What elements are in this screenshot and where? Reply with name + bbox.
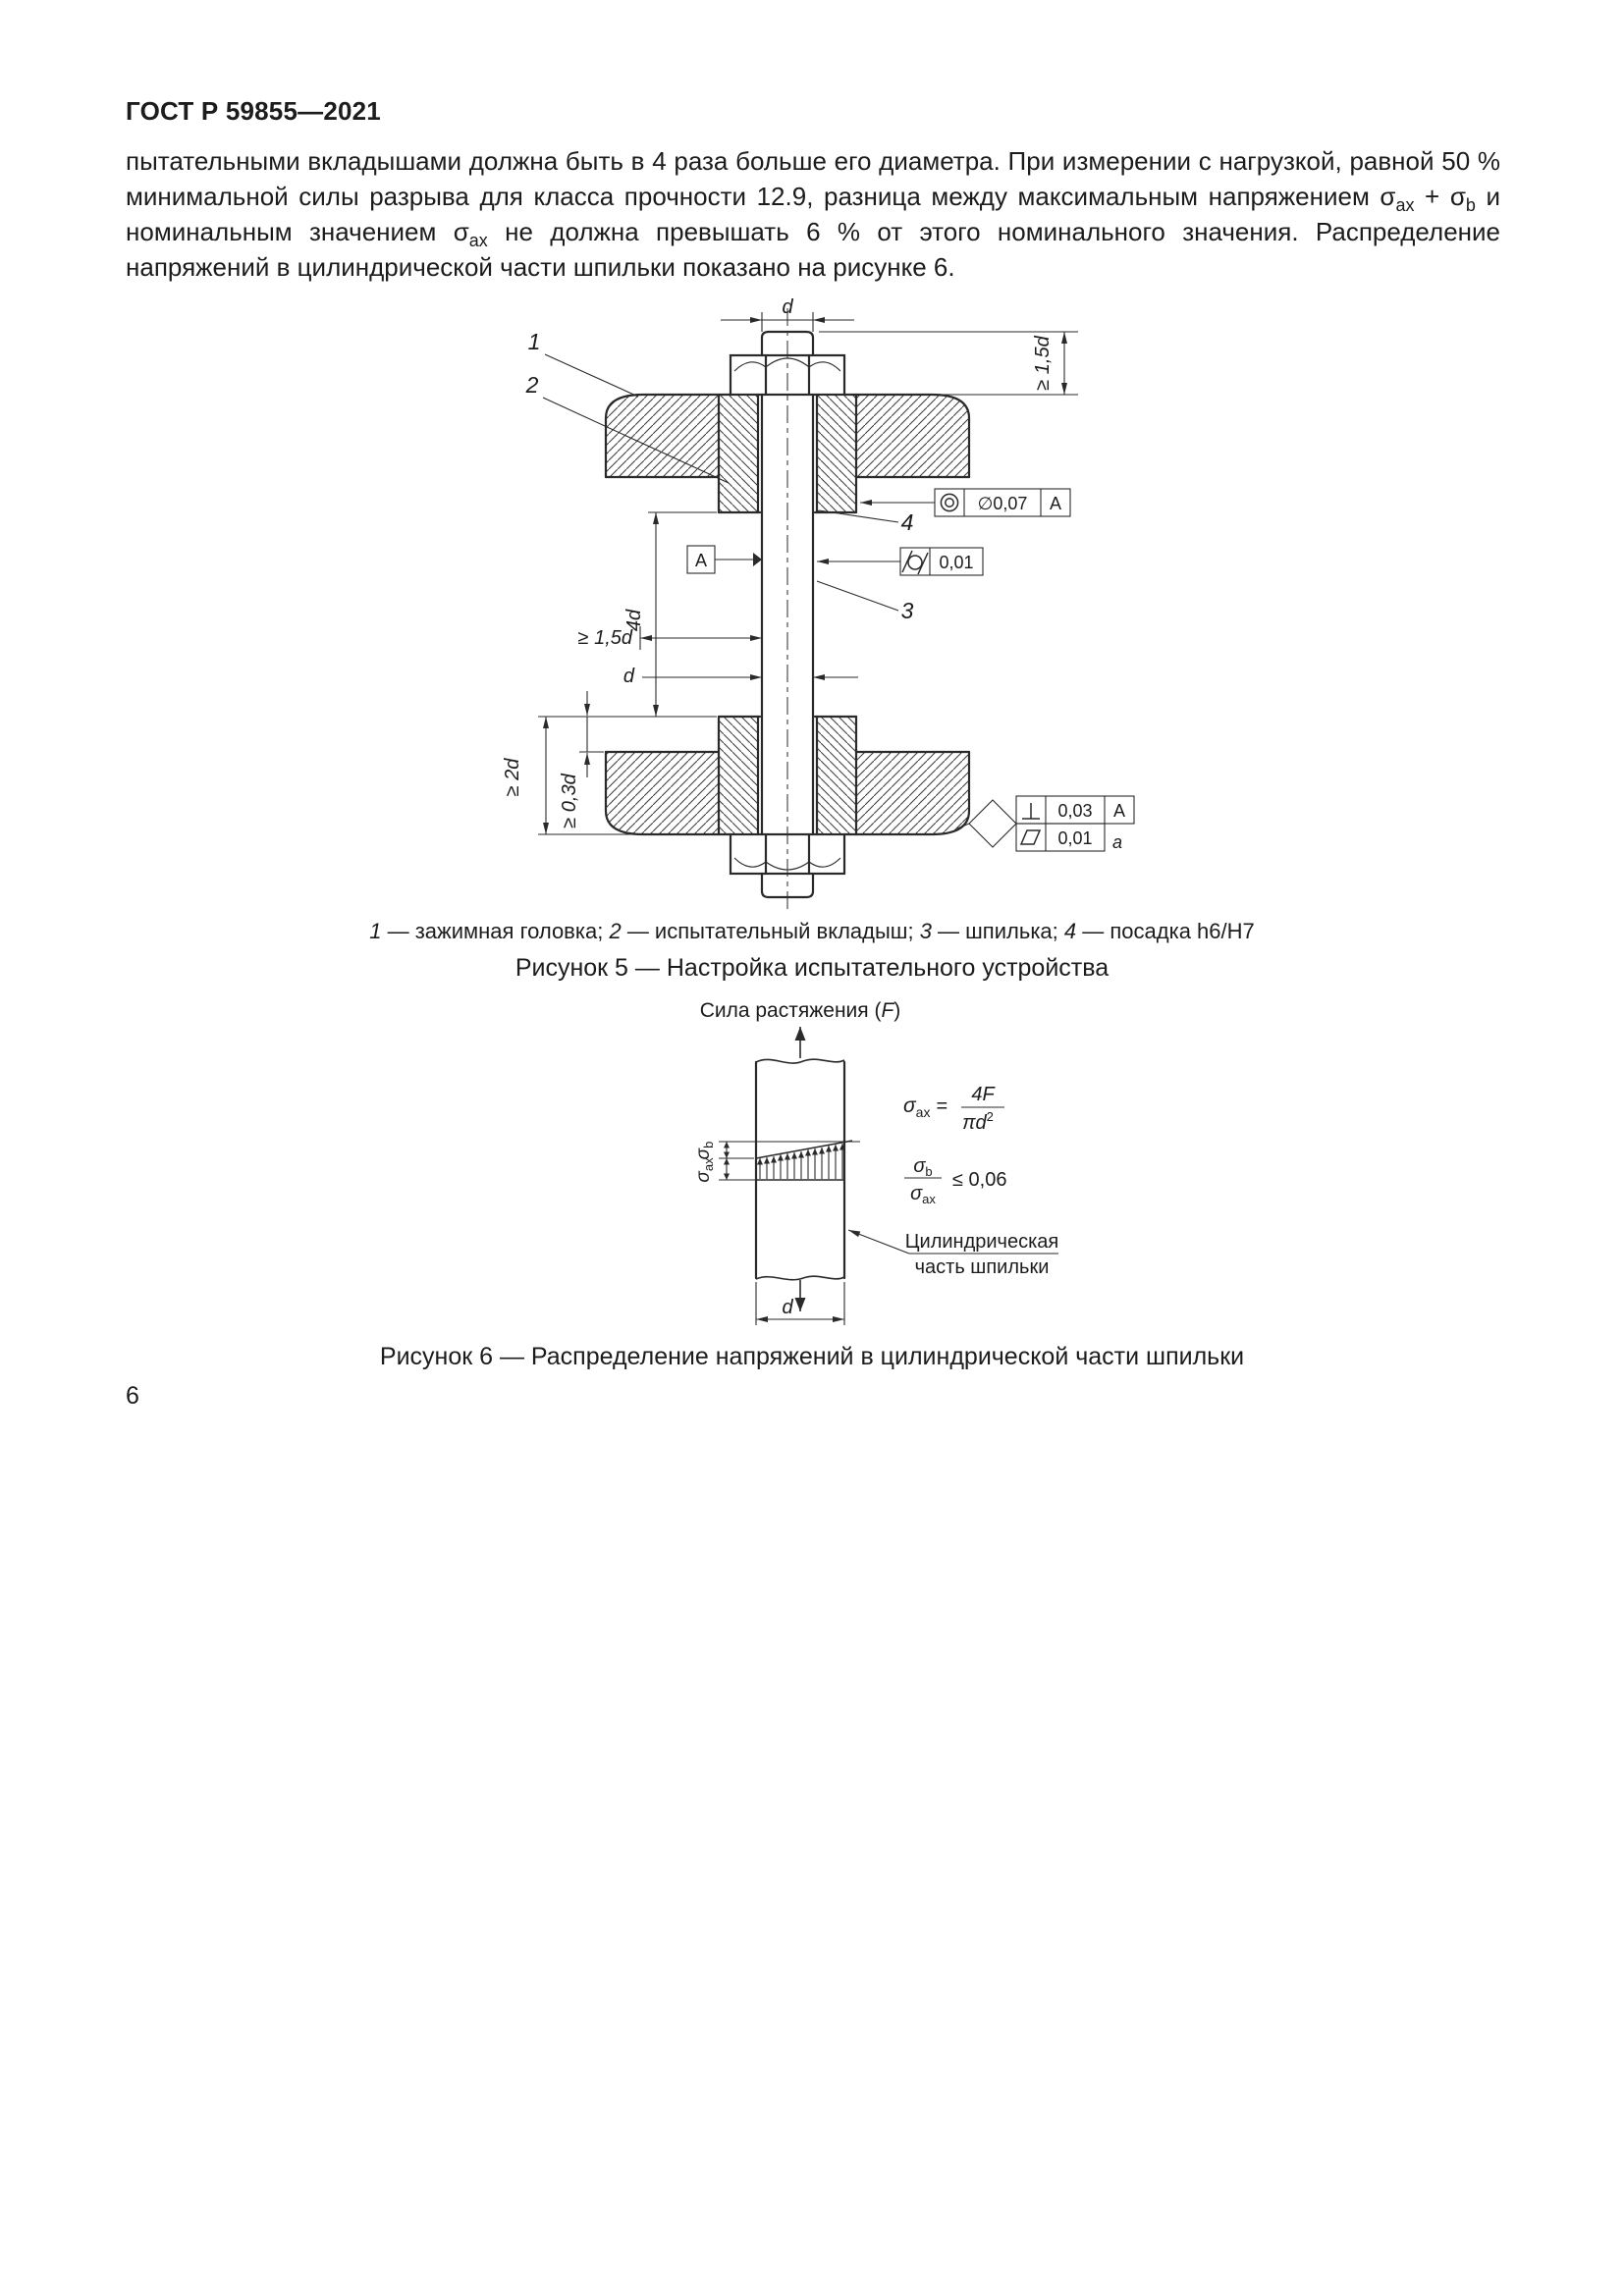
sigma-ax-label: $\sigma_{ax}$	[693, 1157, 716, 1183]
svg-text:1: 1	[527, 329, 541, 354]
datum-triangle	[753, 553, 762, 566]
svg-text:σax=: σax =	[903, 1095, 948, 1120]
stress-distribution	[756, 1141, 852, 1180]
legend-num-1: 1	[369, 919, 382, 943]
perpendicularity-flatness-frames	[957, 796, 1134, 852]
datum-a-flag	[687, 546, 762, 573]
sigma-ax-subscript-2: ax	[468, 231, 488, 251]
dimension-1-5d-top	[819, 332, 1078, 395]
datum-a-letter: A	[694, 551, 708, 570]
figure5-caption: Рисунок 5 — Настройка испытательного устройства	[514, 954, 1110, 982]
formula2-relation: ≤ 0,06	[952, 1169, 1007, 1191]
cylindrical-part-callout	[848, 1230, 1058, 1278]
formula1-numerator: 4F	[971, 1084, 995, 1105]
dim-d-top-label: d	[782, 296, 793, 318]
concentricity-datum: A	[1049, 494, 1062, 513]
svg-text:2: 2	[525, 372, 539, 398]
formula2-denominator: $\sigma_{ax}$	[910, 1183, 936, 1206]
page-number: 6	[126, 1382, 139, 1410]
dimension-0-3d	[559, 691, 604, 828]
dim-d-bottom-label: d	[782, 1297, 793, 1318]
dim-1-5d-top-label: ≥ 1,5d	[1032, 336, 1054, 391]
dim-d-middle-label: d	[623, 666, 634, 687]
note-a-label: a	[1112, 832, 1123, 852]
figure5-legend: 1 — зажимная головка; 2 — испытательный вкладыш; 3 — шпилька; 4 — посадка h6/H7	[369, 919, 1255, 943]
formula1-denominator: $\pi d^2$	[962, 1109, 994, 1134]
tension-force-title: Сила растяжения (F)	[699, 1001, 901, 1022]
legend-num-2: 2	[609, 919, 622, 943]
sigma-b-subscript: b	[1465, 195, 1476, 216]
stud-cylindrical-part	[756, 1059, 844, 1280]
concentricity-tolerance-frame	[860, 489, 1070, 516]
flatness-icon	[1021, 830, 1040, 844]
dim-1-5d-middle-label: ≥ 1,5d	[577, 627, 632, 649]
dimension-d-middle	[623, 666, 858, 687]
perpendicularity-value: 0,03	[1057, 801, 1093, 821]
cylindricity-icon	[908, 556, 922, 569]
paragraph-text: пытательными вкладышами должна быть в 4 раза больше его диаметра. При измерении с нагрузкой, равной 50 % минимальной силы разрыва для класса прочности 12.9, разница между максимальным напряжением σ	[126, 146, 1500, 211]
force-symbol-F: F	[881, 1001, 894, 1022]
equals-sign: =	[936, 1095, 948, 1117]
svg-text:4: 4	[900, 509, 914, 535]
figure6-stress-diagram	[560, 1001, 1070, 1335]
cylindrical-part-label-line1: Цилиндрическая	[904, 1231, 1059, 1253]
svg-text:3: 3	[900, 598, 914, 623]
legend-num-3: 3	[919, 919, 932, 943]
legend-num-4: 4	[1063, 919, 1077, 943]
body-paragraph: пытательными вкладышами должна быть в 4 раза больше его диаметра. При измерении с нагрузкой, равной 50 % минимальной силы разрыва для класса прочности 12.9, разница между максимальным напряжением $\sigma_{ax} + \sigma_b$ и номинальным значением $\sigma_{ax}$ не должна превышать 6 % от этого номинального значения. Распределение напряжений в цилиндрической части шпильки показано на рисунке 6.	[126, 146, 1500, 282]
formula-sigma-ratio	[904, 1155, 1006, 1206]
diamond-marker	[969, 800, 1016, 847]
cylindricity-value: 0,01	[939, 553, 974, 572]
figure6-caption: Рисунок 6 — Распределение напряжений в цилиндрической части шпильки	[379, 1343, 1245, 1370]
dim-2d-label: ≥ 2d	[502, 758, 523, 797]
dimension-1-5d-middle	[578, 626, 762, 650]
dimension-d-top	[721, 296, 854, 332]
formula-sigma-ax	[903, 1084, 1004, 1134]
sigma-ax-subscript: ax	[1395, 195, 1415, 216]
callout-1-clamp-head	[528, 329, 638, 397]
concentricity-icon	[946, 499, 953, 507]
page-header: ГОСТ Р 59855—2021	[126, 96, 381, 126]
figure5-test-device-drawing	[414, 293, 1210, 915]
concentricity-value: ∅0,07	[977, 494, 1028, 513]
cylindricity-tolerance-frame	[817, 548, 983, 575]
dim-4d-label: 4d	[623, 609, 645, 632]
cylindrical-part-label-line2: часть шпильки	[914, 1256, 1050, 1278]
flatness-value: 0,01	[1057, 828, 1093, 848]
perpendicularity-datum: A	[1112, 801, 1126, 821]
sigma-b-label: $\sigma_b$	[693, 1141, 716, 1160]
dim-0-3d-label: ≥ 0,3d	[559, 774, 580, 828]
formula2-numerator: $\sigma_b$	[913, 1155, 933, 1179]
callout-3-stud	[817, 581, 914, 623]
